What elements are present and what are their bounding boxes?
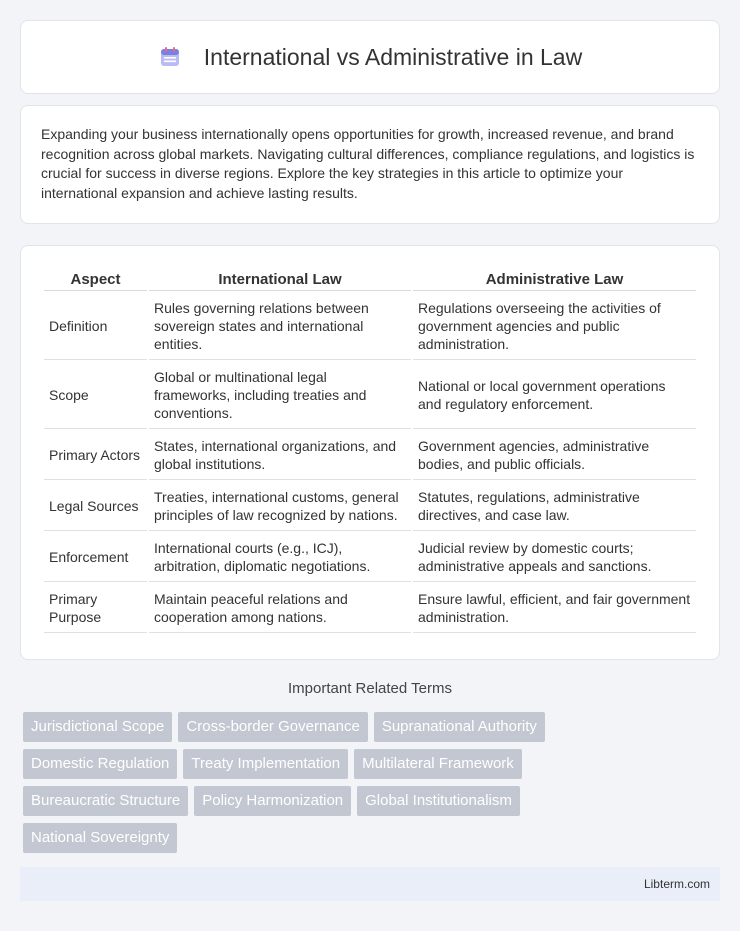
calendar-icon bbox=[158, 45, 182, 69]
cell-international: Rules governing relations between sovereign states and international entities. bbox=[149, 293, 411, 360]
cell-administrative: Judicial review by domestic courts; administrative appeals and sanctions. bbox=[413, 533, 696, 582]
related-term-tag[interactable]: Multilateral Framework bbox=[354, 749, 522, 779]
related-terms-title: Important Related Terms bbox=[288, 680, 452, 697]
table-header-row bbox=[44, 268, 696, 291]
table-row bbox=[44, 584, 696, 633]
intro-card bbox=[20, 105, 720, 224]
cell-aspect: Enforcement bbox=[44, 533, 147, 582]
header-international-law: International Law bbox=[149, 268, 411, 291]
cell-aspect: Legal Sources bbox=[44, 482, 147, 531]
table-row bbox=[44, 533, 696, 582]
intro-text: Expanding your business internationally opens opportunities for growth, increased revenue, and brand recognition across global markets. Navigating cultural differences, compliance regulations, and logistics is crucial for success in diverse regions. Explore the key strategies in this article to optimize your international expansion and achieve lasting results. bbox=[41, 126, 695, 201]
related-term-tag[interactable]: Bureaucratic Structure bbox=[23, 786, 188, 816]
related-term-tag[interactable]: Supranational Authority bbox=[374, 712, 545, 742]
table-row bbox=[44, 293, 696, 360]
comparison-table bbox=[42, 266, 698, 635]
header-aspect: Aspect bbox=[44, 268, 147, 291]
related-term-tag[interactable]: National Sovereignty bbox=[23, 823, 177, 853]
cell-administrative: Statutes, regulations, administrative directives, and case law. bbox=[413, 482, 696, 531]
related-term-tag[interactable]: Policy Harmonization bbox=[194, 786, 351, 816]
cell-aspect: Definition bbox=[44, 293, 147, 360]
comparison-table-card bbox=[20, 245, 720, 660]
cell-aspect: Scope bbox=[44, 362, 147, 429]
related-term-tag[interactable]: Treaty Implementation bbox=[183, 749, 348, 779]
header-card bbox=[20, 20, 720, 94]
header-administrative-law: Administrative Law bbox=[413, 268, 696, 291]
footer-site-link[interactable]: Libterm.com bbox=[643, 877, 710, 891]
related-terms-list bbox=[23, 712, 623, 853]
cell-international: Treaties, international customs, general principles of law recognized by nations. bbox=[149, 482, 411, 531]
table-row bbox=[44, 482, 696, 531]
cell-aspect: Primary Actors bbox=[44, 431, 147, 480]
cell-aspect: Primary Purpose bbox=[44, 584, 147, 633]
related-term-tag[interactable]: Domestic Regulation bbox=[23, 749, 177, 779]
footer bbox=[20, 867, 720, 901]
related-term-tag[interactable]: Jurisdictional Scope bbox=[23, 712, 172, 742]
page-title: International vs Administrative in Law bbox=[203, 43, 583, 70]
related-term-tag[interactable]: Cross-border Governance bbox=[178, 712, 367, 742]
related-term-tag[interactable]: Global Institutionalism bbox=[357, 786, 520, 816]
table-row bbox=[44, 362, 696, 429]
cell-international: International courts (e.g., ICJ), arbitration, diplomatic negotiations. bbox=[149, 533, 411, 582]
cell-international: States, international organizations, and global institutions. bbox=[149, 431, 411, 480]
cell-international: Maintain peaceful relations and cooperation among nations. bbox=[149, 584, 411, 633]
cell-administrative: Government agencies, administrative bodies, and public officials. bbox=[413, 431, 696, 480]
table-row bbox=[44, 431, 696, 480]
cell-international: Global or multinational legal frameworks, including treaties and conventions. bbox=[149, 362, 411, 429]
cell-administrative: Regulations overseeing the activities of government agencies and public administration. bbox=[413, 293, 696, 360]
cell-administrative: National or local government operations and regulatory enforcement. bbox=[413, 362, 696, 429]
cell-administrative: Ensure lawful, efficient, and fair government administration. bbox=[413, 584, 696, 633]
